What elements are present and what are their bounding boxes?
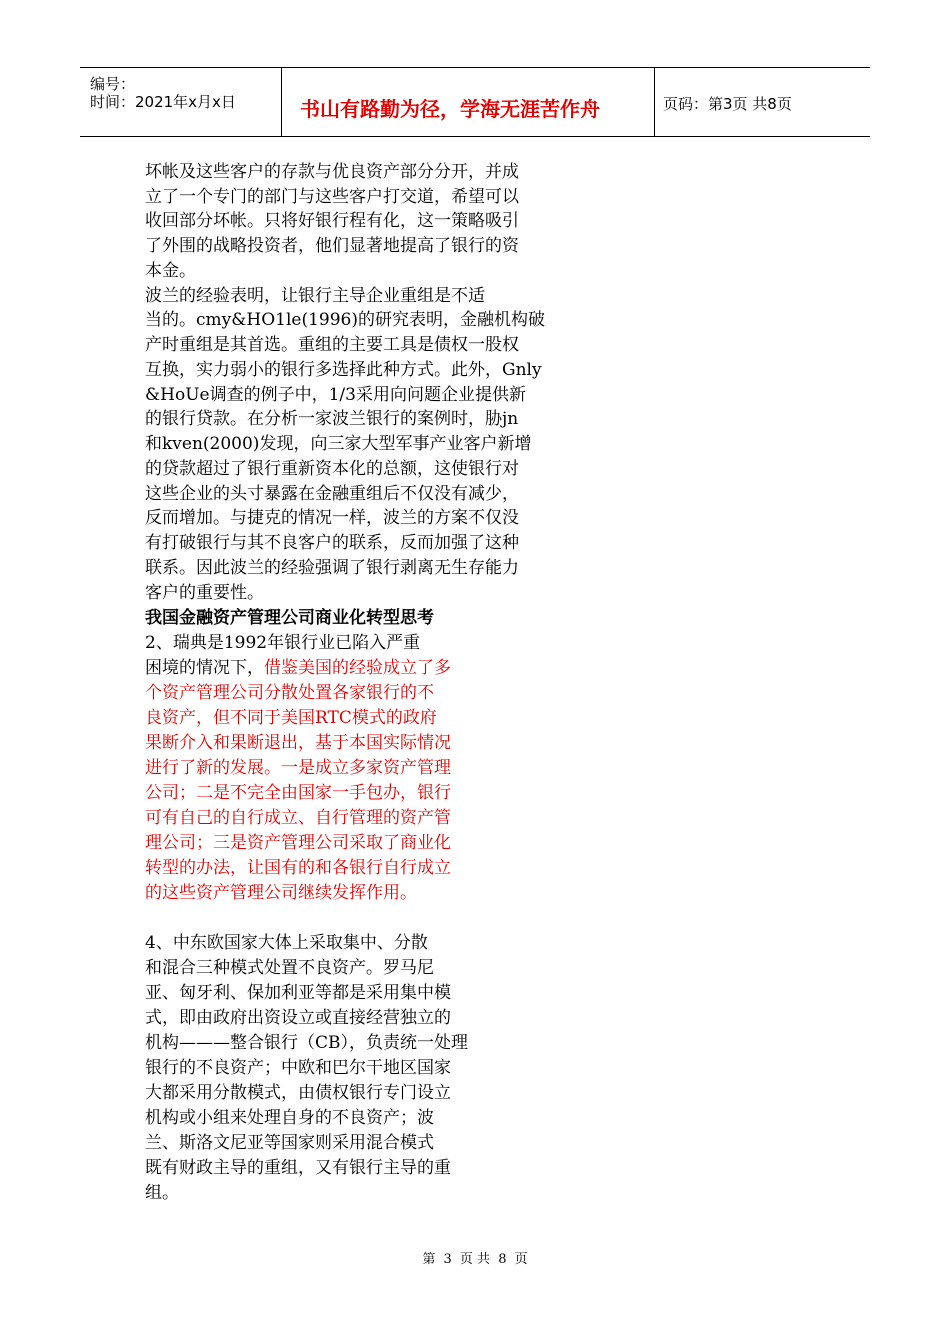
item2-highlight-line: 转型的办法，让国有的和各银行自行成立 — [145, 858, 451, 878]
body-line: 反而增加。与捷克的情况一样，波兰的方案不仅没 — [145, 508, 519, 528]
item2-highlight-line: 理公司；三是资产管理公司采取了商业化 — [145, 833, 451, 853]
item2-highlight-line: 公司；二是不完全由国家一手包办，银行 — [145, 783, 451, 803]
body-line: 当的。cmy&HO1le(1996)的研究表明，金融机构破 — [145, 310, 545, 330]
item2-lead-text: 困境的情况下， — [145, 658, 264, 678]
header-page-cell — [655, 68, 870, 136]
item4-line: 亚、匈牙利、保加利亚等都是采用集中模 — [145, 983, 451, 1003]
item2-highlight-line: 的这些资产管理公司继续发挥作用。 — [145, 883, 417, 903]
item2-highlight-line: 可有自己的自行成立、自行管理的资产管 — [145, 808, 451, 828]
footer-mid: 页 共 — [459, 1252, 491, 1267]
item2-highlight-line: 进行了新的发展。一是成立多家资产管理 — [145, 758, 451, 778]
item2-highlight-line: 良资产，但不同于美国RTC模式的政府 — [145, 708, 437, 728]
item2-highlight-line: 个资产管理公司分散处置各家银行的不 — [145, 683, 434, 703]
footer-prefix: 第 — [422, 1252, 436, 1267]
item2-highlight-text: 借鉴美国的经验成立了多 — [264, 658, 451, 678]
header-meta-cell — [80, 68, 282, 136]
body-line: 客户的重要性。 — [145, 583, 264, 603]
body-line: 收回部分坏帐。只将好银行程有化，这一策略吸引 — [145, 211, 519, 231]
header-time-label: 时间：2021年x月x日 — [90, 93, 236, 111]
section-heading: 我国金融资产管理公司商业化转型思考 — [145, 608, 434, 628]
item4-line: 银行的不良资产；中欧和巴尔干地区国家 — [145, 1058, 451, 1078]
item4-line: 4、中东欧国家大体上采取集中、分散 — [145, 933, 428, 953]
body-line: 的银行贷款。在分析一家波兰银行的案例时，胁jn — [145, 409, 519, 429]
footer-total-pages: 8 — [498, 1252, 507, 1267]
item4-line: 组。 — [145, 1183, 179, 1203]
header-number-label: 编号： — [90, 75, 136, 93]
body-line: 有打破银行与其不良客户的联系，反而加强了这种 — [145, 533, 519, 553]
body-line: 互换，实力弱小的银行多选择此种方式。此外，Gnly — [145, 360, 542, 380]
item2-line — [145, 656, 451, 681]
page-footer — [0, 1248, 950, 1267]
body-line: 波兰的经验表明，让银行主导企业重组是不适 — [145, 286, 485, 306]
header-motto-cell — [282, 68, 655, 136]
item2-highlight-line: 果断介入和果断退出，基于本国实际情况 — [145, 733, 451, 753]
item4-line: 兰、斯洛文尼亚等国家则采用混合模式 — [145, 1133, 434, 1153]
item2-line: 2、瑞典是1992年银行业已陷入严重 — [145, 633, 421, 653]
body-line: 本金。 — [145, 261, 196, 281]
item4-line: 式，即由政府出资设立或直接经营独立的 — [145, 1008, 451, 1028]
item4-line: 机构———整合银行（CB），负责统一处理 — [145, 1033, 468, 1053]
body-line: 坏帐及这些客户的存款与优良资产部分分开，并成 — [145, 162, 519, 182]
item4-line: 和混合三种模式处置不良资产。罗马尼 — [145, 958, 434, 978]
header-page-label: 页码：第3页 共8页 — [663, 95, 792, 113]
body-line: 联系。因此波兰的经验强调了银行剥离无生存能力 — [145, 558, 519, 578]
body-line: 了外围的战略投资者，他们显著地提高了银行的资 — [145, 236, 519, 256]
body-line: 的贷款超过了银行重新资本化的总额，这使银行对 — [145, 459, 519, 479]
item4-line: 机构或小组来处理自身的不良资产；波 — [145, 1108, 434, 1128]
item4-line: 大都采用分散模式，由债权银行专门设立 — [145, 1083, 451, 1103]
body-line: 这些企业的头寸暴露在金融重组后不仅没有减少， — [145, 484, 519, 504]
body-line: 和kven(2000)发现，向三家大型军事产业客户新增 — [145, 434, 532, 454]
item4-line: 既有财政主导的重组，又有银行主导的重 — [145, 1158, 451, 1178]
page-header — [80, 67, 870, 137]
footer-page-number: 3 — [443, 1252, 452, 1267]
body-line: &HoUe调查的例子中，1/3采用向问题企业提供新 — [145, 385, 526, 405]
header-motto: 书山有路勤为径，学海无涯苦作舟 — [300, 97, 600, 121]
body-line: 立了一个专门的部门与这些客户打交道，希望可以 — [145, 187, 519, 207]
footer-suffix: 页 — [514, 1252, 528, 1267]
body-line: 产时重组是其首选。重组的主要工具是债权一股权 — [145, 335, 519, 355]
